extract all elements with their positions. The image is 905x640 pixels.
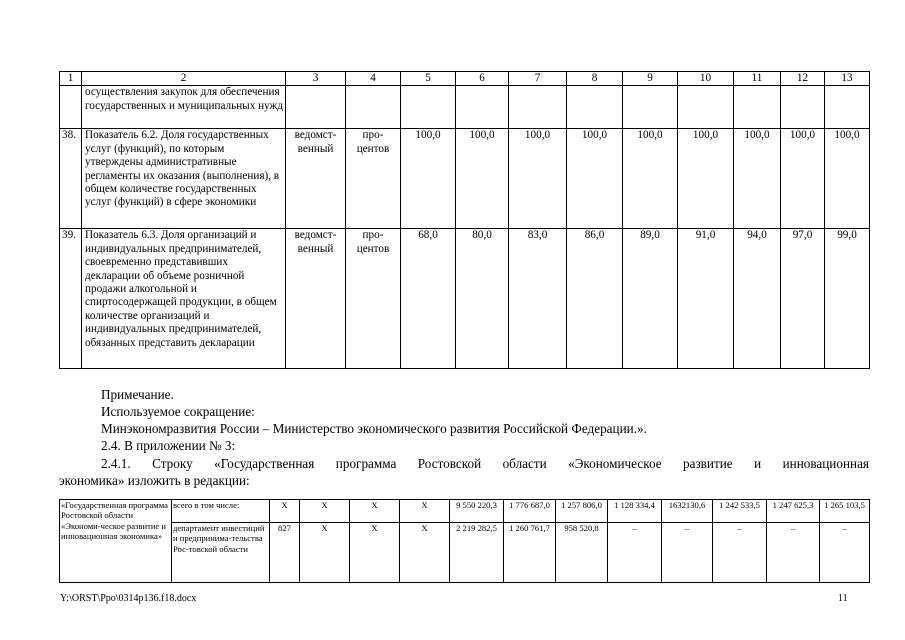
- code-cell: 827: [270, 523, 300, 583]
- value-cell: 100,0: [567, 129, 623, 229]
- amount-cell: –: [820, 523, 870, 583]
- unit-cell: про-центов: [346, 129, 401, 229]
- amount-cell: 1 260 761,7: [504, 523, 556, 583]
- value-cell: 89,0: [623, 229, 678, 369]
- amount-cell: 1 128 334,4: [608, 500, 662, 523]
- value-cell: 100,0: [734, 129, 781, 229]
- column-number: 2: [82, 72, 286, 86]
- indicator-text: Показатель 6.2. Доля государственных услуг (функций), по которым утверждены административные регламенты их оказания (выполнения), в общем количестве государственных услуг (функций) в сфере экономики: [82, 129, 286, 229]
- marker-cell: Х: [350, 500, 400, 523]
- indicator-text: Показатель 6.3. Доля организаций и индивидуальных предпринимателей, своевременно представивших декларации об объеме розничной продажи алкогольной и спиртосодержащей продукции, в общем количестве организаций и индивидуальных предпринимателей, обязанных представить декларации: [82, 229, 286, 369]
- footer-file-path: Y:\ORST\Ppo\0314p136.f18.docx: [60, 593, 197, 604]
- amount-cell: 1 242 533,5: [713, 500, 767, 523]
- value-cell: 80,0: [456, 229, 509, 369]
- column-number: 9: [623, 72, 678, 86]
- value-cell: 68,0: [401, 229, 456, 369]
- note-abbreviation: Минэкономразвития России – Министерство экономического развития Российской Федерации.».: [101, 421, 647, 436]
- column-number: 7: [509, 72, 567, 86]
- table-row: [60, 129, 870, 229]
- amount-cell: 1 265 103,5: [820, 500, 870, 523]
- row-label: всего в том числе:: [172, 500, 270, 523]
- value-cell: 100,0: [623, 129, 678, 229]
- amount-cell: –: [662, 523, 713, 583]
- value-cell: 100,0: [825, 129, 870, 229]
- source-cell: ведомст-венный: [286, 129, 346, 229]
- table-row: [60, 523, 870, 583]
- column-number: 11: [734, 72, 781, 86]
- column-number: 5: [401, 72, 456, 86]
- table-row: [60, 86, 870, 129]
- value-cell: 100,0: [456, 129, 509, 229]
- source-cell: ведомст-венный: [286, 229, 346, 369]
- page-number: 11: [838, 593, 848, 604]
- value-cell: 100,0: [781, 129, 825, 229]
- amount-cell: –: [767, 523, 820, 583]
- column-number: 10: [678, 72, 734, 86]
- amount-cell: 1 247 625,3: [767, 500, 820, 523]
- marker-cell: Х: [300, 523, 350, 583]
- column-number: 3: [286, 72, 346, 86]
- value-cell: 83,0: [509, 229, 567, 369]
- table-row: [60, 229, 870, 369]
- amount-cell: 9 550 220,3: [450, 500, 504, 523]
- amount-cell: 1 776 687,0: [504, 500, 556, 523]
- amount-cell: –: [608, 523, 662, 583]
- row-number: 38.: [60, 129, 82, 229]
- note-abbreviation-label: Используемое сокращение:: [101, 404, 255, 419]
- amount-cell: 1 257 806,0: [556, 500, 608, 523]
- value-cell: 86,0: [567, 229, 623, 369]
- column-number-row: [60, 72, 870, 86]
- program-name: «Государственная программа Ростовской области «Экономи-ческое развитие и инновационная экономика»: [60, 500, 172, 583]
- column-number: 1: [60, 72, 82, 86]
- value-cell: 100,0: [678, 129, 734, 229]
- column-number: 4: [346, 72, 401, 86]
- column-number: 12: [781, 72, 825, 86]
- amount-cell: 958 520,8: [556, 523, 608, 583]
- value-cell: 99,0: [825, 229, 870, 369]
- row-label: департамент инвестиций и предпринима-тельства Рос-товской области: [172, 523, 270, 583]
- unit-cell: про-центов: [346, 229, 401, 369]
- amount-cell: –: [713, 523, 767, 583]
- value-cell: 91,0: [678, 229, 734, 369]
- code-cell: Х: [270, 500, 300, 523]
- value-cell: 100,0: [509, 129, 567, 229]
- table-row: [60, 500, 870, 523]
- paragraph-2-4-1-continued: экономика» изложить в редакции:: [59, 473, 250, 488]
- value-cell: 97,0: [781, 229, 825, 369]
- value-cell: 94,0: [734, 229, 781, 369]
- marker-cell: Х: [400, 500, 450, 523]
- amount-cell: 2 219 282,5: [450, 523, 504, 583]
- indicator-text: осуществления закупок для обеспечения государственных и муниципальных нужд: [82, 86, 286, 129]
- note-heading: Примечание.: [101, 387, 174, 402]
- paragraph-2-4-1: 2.4.1. Строку «Государственная программа Ростовской области «Экономическое развитие и инновационная: [101, 456, 869, 471]
- column-number: 6: [456, 72, 509, 86]
- column-number: 13: [825, 72, 870, 86]
- column-number: 8: [567, 72, 623, 86]
- indicators-table: [59, 71, 870, 369]
- value-cell: 100,0: [401, 129, 456, 229]
- program-table: [59, 499, 870, 583]
- row-number: 39.: [60, 229, 82, 369]
- marker-cell: Х: [400, 523, 450, 583]
- paragraph-2-4: 2.4. В приложении № 3:: [101, 438, 236, 453]
- marker-cell: Х: [300, 500, 350, 523]
- marker-cell: Х: [350, 523, 400, 583]
- amount-cell: 1632130,6: [662, 500, 713, 523]
